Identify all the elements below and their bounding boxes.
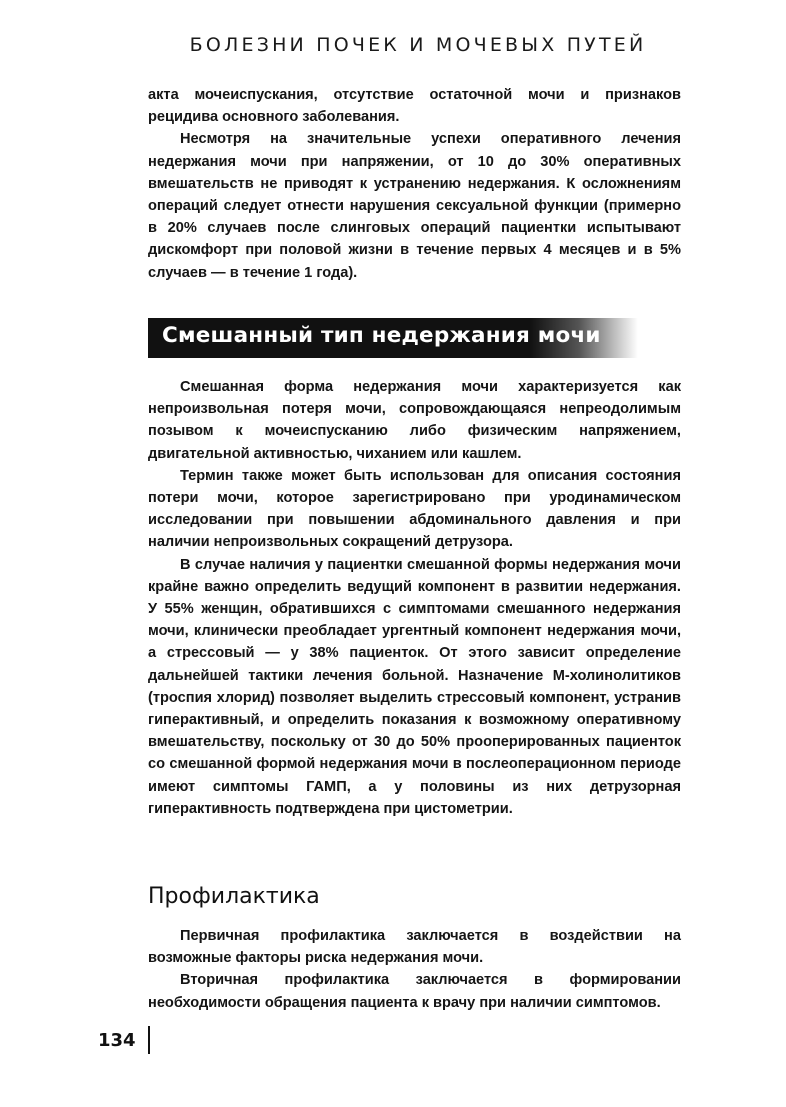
- mixed-type-text-block: [148, 376, 681, 820]
- paragraph: В случае наличия у пациентки смешанной формы недержания мочи крайне важно определить ведущий компонент в развитии недержания. У 55% женщин, обратившихся с симптомами смешанного недержания мочи, клинически преобладает ургентный компонент недержания мочи, а стрессовый — у 38% пациенток. От этого зависит определение дальнейшей тактики лечения больной. Назначение М-холинолитиков (троспия хлорид) позволяет выделить стрессовый компонент, устранив гиперактивный, и определить показания к возможному оперативному вмешательству, поскольку от 30 до 50% прооперированных пациенток со смешанной формой недержания мочи в послеоперационном периоде имеют симптомы ГАМП, а у половины из них детрузорная гиперактивность подтверждена при цистометрии.: [148, 556, 681, 817]
- paragraph: Первичная профилактика заключается в воздействии на возможные факторы риска недержания мочи.: [148, 928, 681, 967]
- paragraph: Смешанная форма недержания мочи характеризуется как непроизвольная потеря мочи, сопровождающаяся непреодолимым позывом к мочеиспусканию либо физическим напряжением, двигательной активностью, чиханием или кашлем.: [148, 379, 681, 462]
- paragraph: Несмотря на значительные успехи оперативного лечения недержания мочи при напряжении, от 10 до 30% оперативных вмешательств не приводят к устранению недержания. К осложнениям операций следует отнести нарушения сексуальной функции (примерно в 20% случаев после слинговых операций пациентки испытывают дискомфорт при половой жизни в течение первых 4 месяцев и в 5% случаев — в течение 1 года).: [148, 131, 681, 281]
- paragraph: акта мочеиспускания, отсутствие остаточной мочи и признаков рецидива основного заболевания.: [148, 87, 681, 126]
- paragraph: Термин также может быть использован для описания состояния потери мочи, которое зарегистрировано при уродинамическом исследовании при повышении абдоминального давления и при наличии непроизвольных сокращений детрузора.: [148, 467, 681, 551]
- prevention-text-block: [148, 925, 681, 1014]
- section-banner: [148, 318, 638, 358]
- running-header: БОЛЕЗНИ ПОЧЕК И МОЧЕВЫХ ПУТЕЙ: [189, 34, 647, 56]
- page-number-divider: [148, 1026, 150, 1054]
- section-title: Смешанный тип недержания мочи: [162, 323, 601, 348]
- page-number: 134: [98, 1030, 136, 1051]
- intro-text-block: [148, 84, 681, 284]
- paragraph: Вторичная профилактика заключается в формировании необходимости обращения пациента к врачу при наличии симптомов.: [148, 972, 681, 1011]
- prevention-heading: Профилактика: [148, 884, 320, 909]
